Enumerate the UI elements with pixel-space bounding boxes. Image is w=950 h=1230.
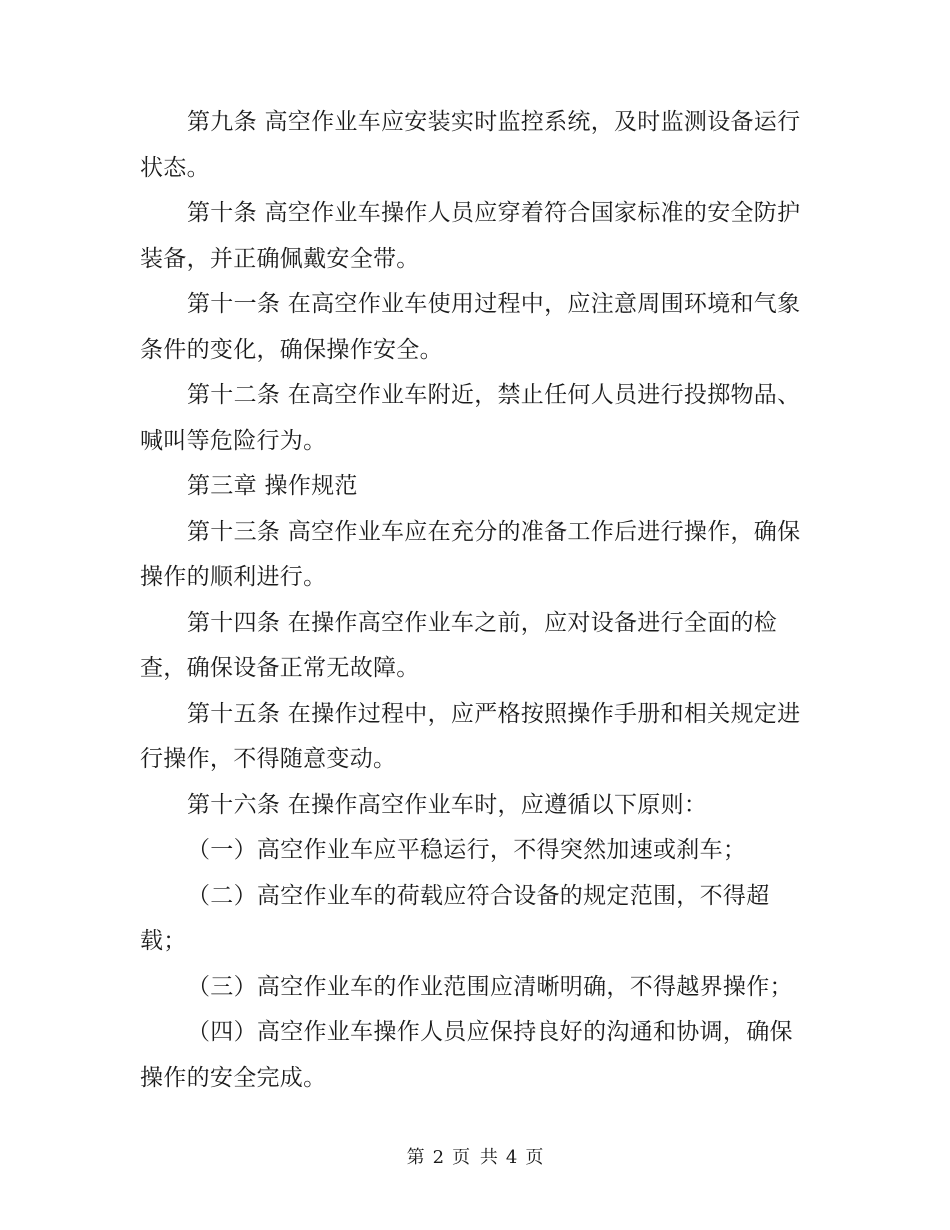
page-footer <box>0 1146 950 1170</box>
article-14: 第十四条 在操作高空作业车之前，应对设备进行全面的检查，确保设备正常无故障。 <box>140 609 778 681</box>
article-16: 第十六条 在操作高空作业车时，应遵循以下原则： <box>187 791 708 818</box>
document-body <box>140 100 812 1101</box>
footer-suffix: 页 <box>525 1147 544 1168</box>
article-11: 第十一条 在高空作业车使用过程中，应注意周围环境和气象条件的变化，确保操作安全。 <box>140 291 801 363</box>
chapter-3-heading: 第三章 操作规范 <box>187 473 358 499</box>
principle-2: （二）高空作业车的荷载应符合设备的规定范围，不得超载； <box>140 882 770 954</box>
total-page-number: 4 <box>505 1147 518 1168</box>
principle-1: （一）高空作业车应平稳运行，不得突然加速或刹车； <box>187 837 747 863</box>
article-10: 第十条 高空作业车操作人员应穿着符合国家标准的安全防护装备，并正确佩戴安全带。 <box>140 200 801 272</box>
article-13: 第十三条 高空作业车应在充分的准备工作后进行操作，确保操作的顺利进行。 <box>140 518 801 590</box>
current-page-number: 2 <box>432 1147 445 1168</box>
article-15: 第十五条 在操作过程中，应严格按照操作手册和相关规定进行操作，不得随意变动。 <box>140 700 801 772</box>
article-9: 第九条 高空作业车应安装实时监控系统，及时监测设备运行状态。 <box>140 109 801 181</box>
principle-3: （三）高空作业车的作业范围应清晰明确，不得越界操作； <box>187 973 793 1000</box>
footer-prefix: 第 <box>406 1147 425 1168</box>
article-12: 第十二条 在高空作业车附近，禁止任何人员进行投掷物品、喊叫等危险行为。 <box>140 382 801 454</box>
footer-middle: 页 共 <box>452 1147 498 1168</box>
principle-4: （四）高空作业车操作人员应保持良好的沟通和协调，确保操作的安全完成。 <box>140 1019 793 1091</box>
